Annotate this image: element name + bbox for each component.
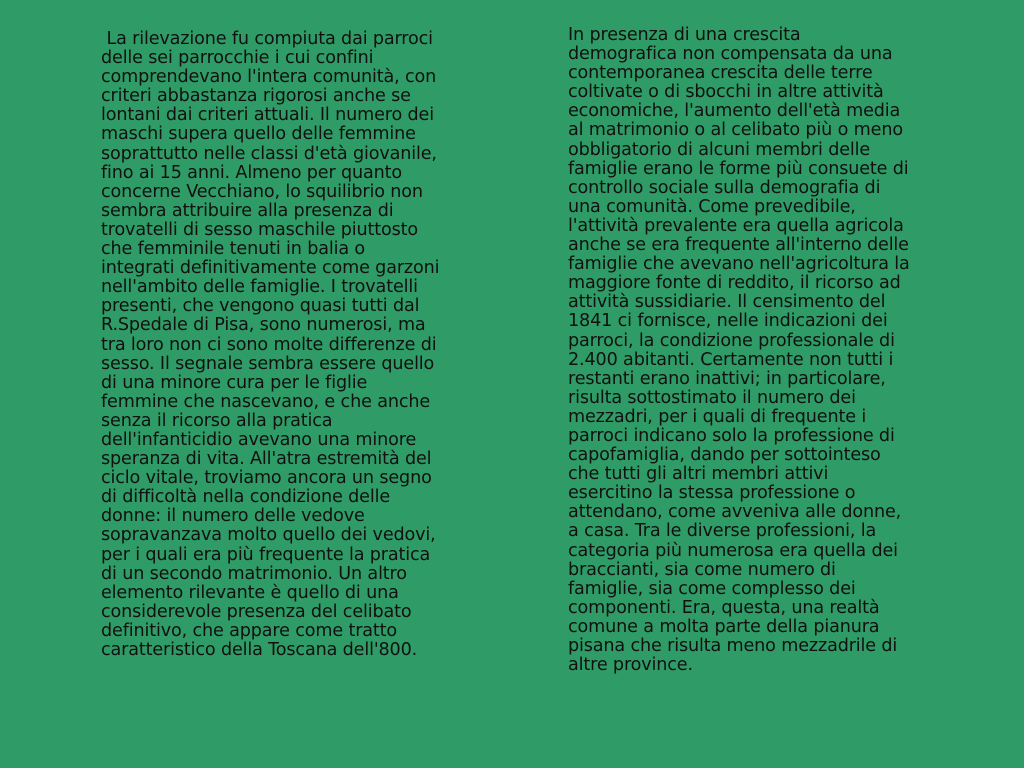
- text-line: contemporanea crescita delle terre: [568, 63, 873, 84]
- text-line: anche se era frequente all'interno delle: [568, 235, 909, 256]
- text-line: categoria più numerosa era quella dei: [568, 540, 898, 561]
- text-line: comune a molta parte della pianura: [568, 616, 880, 637]
- text-line: pisana che risulta meno mezzadrile di: [568, 636, 898, 656]
- text-line: famiglie, sia come complesso dei: [568, 578, 856, 599]
- text-line: speranza di vita. All'atra estremità del: [101, 449, 432, 470]
- text-line: famiglie erano le forme più consuete di: [568, 158, 909, 179]
- text-line: definitivo, che appare come tratto: [101, 620, 398, 641]
- text-line: a casa. Tra le diverse professioni, la: [568, 521, 877, 542]
- text-line: di un secondo matrimonio. Un altro: [101, 563, 407, 584]
- text-line: al matrimonio o al celibato più o meno: [568, 120, 903, 141]
- text-line: nell'ambito delle famiglie. I trovatelli: [101, 277, 418, 298]
- text-line: obbligatorio di alcuni membri delle: [568, 139, 871, 160]
- text-line: maschi supera quello delle femmine: [101, 124, 416, 145]
- text-line: lontani dai criteri attuali. Il numero dei: [101, 105, 434, 126]
- text-line: una comunità. Come prevedibile,: [568, 196, 856, 217]
- text-line: famiglie che avevano nell'agricoltura la: [568, 254, 910, 275]
- text-line: elemento rilevante è quello di una: [101, 582, 399, 603]
- text-line: presenti, che vengono quasi tutti dal: [101, 296, 420, 317]
- text-line: sesso. Il segnale sembra essere quello: [101, 353, 435, 374]
- text-line: per i quali era più frequente la pratica: [101, 544, 431, 565]
- text-line: mezzadri, per i quali di frequente i: [568, 406, 867, 427]
- text-line: trovatelli di sesso maschile piuttosto: [101, 219, 419, 240]
- text-line: R.Spedale di Pisa, sono numerosi, ma: [101, 315, 426, 336]
- text-line: risulta sottostimato il numero dei: [568, 387, 856, 408]
- text-line: braccianti, sia come numero di: [568, 559, 836, 580]
- text-line: donne: il numero delle vedove: [101, 506, 365, 527]
- text-line: In presenza di una crescita: [568, 25, 801, 45]
- text-line: ciclo vitale, troviamo ancora un segno: [101, 468, 432, 489]
- text-line: di una minore cura per le figlie: [101, 372, 368, 393]
- text-line: criteri abbastanza rigorosi anche se: [101, 86, 411, 107]
- text-line: l'attività prevalente era quella agricola: [568, 215, 904, 236]
- text-line: controllo sociale sulla demografia di: [568, 177, 881, 198]
- text-line: soprattutto nelle classi d'età giovanile,: [101, 143, 437, 164]
- text-line: femmine che nascevano, e che anche: [101, 391, 431, 412]
- text-line: maggiore fonte di reddito, il ricorso ad: [568, 273, 901, 294]
- text-line: caratteristico della Toscana dell'800.: [101, 640, 418, 660]
- text-line: economiche, l'aumento dell'età media: [568, 101, 901, 122]
- text-line: coltivate o di sbocchi in altre attività: [568, 82, 884, 103]
- text-line: componenti. Era, questa, una realtà: [568, 597, 880, 618]
- text-line: che femminile tenuti in balia o: [101, 239, 366, 260]
- text-line: restanti erano inattivi; in particolare,: [568, 368, 886, 389]
- text-line: fino ai 15 anni. Almeno per quanto: [101, 162, 403, 183]
- text-line: considerevole presenza del celibato: [101, 601, 412, 622]
- text-line: attività sussidiarie. Il censimento del: [568, 292, 886, 313]
- text-line: attendano, come avveniva alle donne,: [568, 502, 902, 523]
- text-line: esercitino la stessa professione o: [568, 483, 856, 504]
- text-line: altre province.: [568, 655, 693, 676]
- left-text-column: [101, 30, 493, 660]
- text-line: parroci indicano solo la professione di: [568, 425, 895, 446]
- text-line: che tutti gli altri membri attivi: [568, 464, 829, 485]
- text-line: concerne Vecchiano, lo squilibrio non: [101, 181, 423, 202]
- text-line: integrati definitivamente come garzoni: [101, 258, 440, 279]
- text-line: capofamiglia, dando per sottointeso: [568, 445, 881, 466]
- text-line: di difficoltà nella condizione delle: [101, 487, 390, 508]
- text-line: 1841 ci fornisce, nelle indicazioni dei: [568, 311, 888, 332]
- text-line: parroci, la condizione professionale di: [568, 330, 895, 351]
- text-line: comprendevano l'intera comunità, con: [101, 67, 437, 88]
- text-line: dell'infanticidio avevano una minore: [101, 429, 417, 450]
- text-line: delle sei parrocchie i cui confini: [101, 48, 374, 69]
- text-line: demografica non compensata da una: [568, 44, 893, 65]
- text-line: tra loro non ci sono molte differenze di: [101, 334, 437, 355]
- right-text-column: [568, 26, 968, 675]
- text-line: sembra attribuire alla presenza di: [101, 200, 394, 221]
- text-line: sopravanzava molto quello dei vedovi,: [101, 525, 436, 546]
- text-line: La rilevazione fu compiuta dai parroci: [101, 29, 433, 49]
- text-line: senza il ricorso alla pratica: [101, 410, 333, 431]
- text-line: 2.400 abitanti. Certamente non tutti i: [568, 349, 894, 370]
